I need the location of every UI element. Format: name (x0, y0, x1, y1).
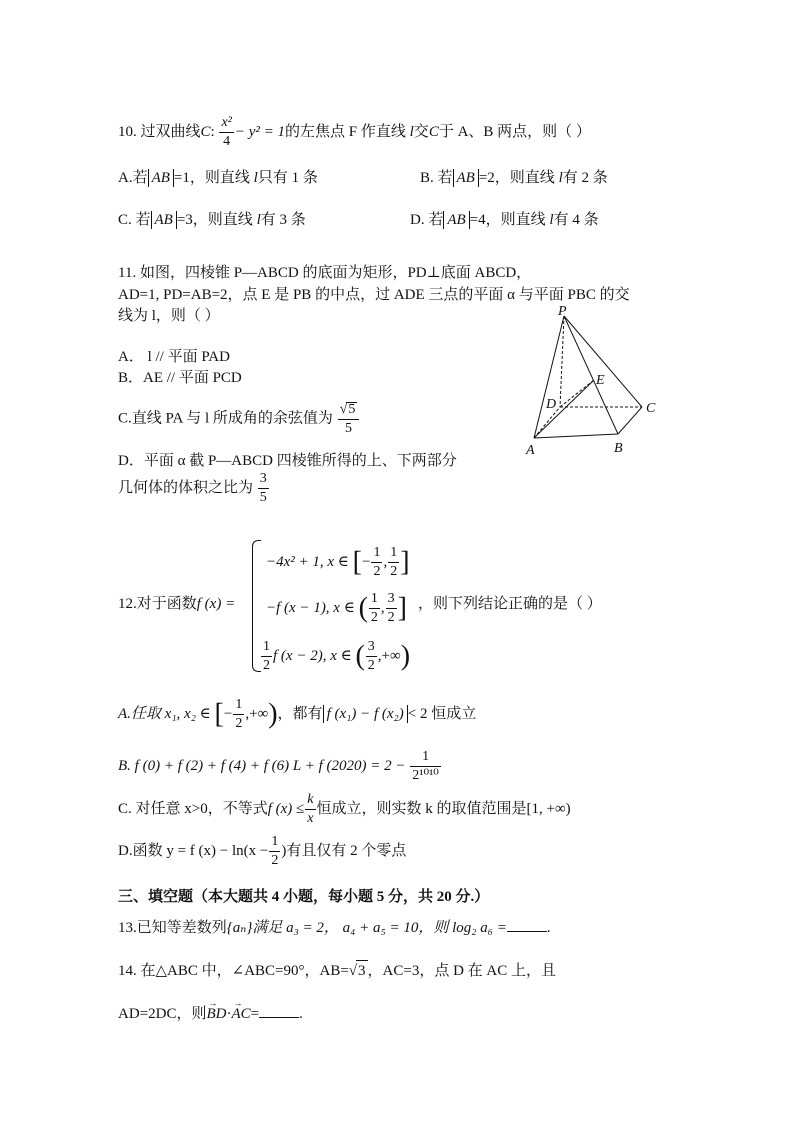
q13 (118, 917, 551, 938)
edge-bc (618, 407, 642, 434)
label-c: C (646, 401, 656, 416)
q12-p1-f2d: 2 (390, 564, 398, 579)
q12-a-fd: 2 (235, 716, 243, 731)
q12-piece1-expr: −4x² + 1, x ∈ (266, 553, 349, 570)
q12-c-x: x (307, 811, 314, 826)
edge-pa (534, 316, 564, 438)
label-a: A (526, 443, 535, 458)
q10-stem-c: 交 (413, 123, 429, 140)
q12-a-lbr: [ (214, 698, 224, 730)
q14-eq: = (250, 1006, 260, 1022)
edge-ab (534, 434, 618, 438)
q12-stem-post: ，则下列结论正确的是（ ） (418, 596, 602, 612)
q10-stem (118, 116, 591, 149)
q10-curve-c: C (200, 123, 211, 140)
q11-d-den: 5 (259, 490, 267, 505)
q12-a-abs: f (x₁) − f (x₂) (323, 705, 408, 723)
q12-piece-3: $\frac{1}{2}$ f (x − 2), x ∈ ( $\frac{3}{2}$ ,+∞) (263, 639, 411, 673)
q11-option-c (118, 402, 360, 436)
q10-b-post: =2，则直线 (478, 170, 555, 186)
q12-d-pre: D.函数 y = f (x) − ln(x − (118, 842, 269, 859)
q10-option-a (118, 168, 318, 188)
q14-dot: · (226, 1006, 232, 1022)
label-p: P (558, 304, 567, 319)
q10-a-pre: A.若 (118, 170, 148, 186)
q14-line1: 14. 在△ABC 中，∠ABC=90°，AB=√3 ，AC=3，点 D 在 AC 上，且 (118, 960, 556, 981)
q10-b-l: l (558, 170, 563, 186)
label-d: D (546, 397, 557, 412)
q13-pre: 13.已知等差数列 (118, 920, 227, 936)
q11-option-d-2 (118, 472, 270, 505)
edge-de (560, 380, 594, 407)
q12-p2-f1d: 2 (370, 610, 378, 625)
q10-c-pre: C. 若 (118, 212, 151, 228)
q10-frac-num: x² (219, 116, 233, 133)
q10-colon: : (210, 123, 215, 140)
q12-stem-text: 12.对于函数 (118, 596, 197, 612)
label-b: B (614, 441, 623, 456)
q12-a-fn: 1 (233, 698, 244, 715)
q12-p2-f2n: 3 (386, 592, 397, 609)
q10-d-pre: D. 若 (410, 212, 444, 228)
q12-p1-f2n: 1 (388, 546, 399, 563)
q10-option-c (118, 210, 306, 230)
q12-p3-cd: 2 (263, 658, 270, 673)
q13-answer-blank[interactable] (507, 917, 547, 932)
section-3-title: 三、填空题（本大题共 4 小题，每小题 5 分，共 20 分.） (118, 889, 490, 905)
q12-c-k: k (305, 793, 315, 810)
q13-end: . (546, 920, 551, 936)
q11-d-fraction (258, 472, 269, 505)
q12-p1-frac2 (388, 546, 399, 579)
q10-stem-d: 于 A、B 两点，则（ ） (438, 123, 591, 140)
edge-pc (564, 316, 642, 407)
q10-stem-text: 10. 过双曲线 (118, 123, 201, 140)
q12-p3-lbr: ( (355, 640, 365, 672)
q10-fraction (219, 116, 233, 149)
q14-vec-bd: → BD (206, 1004, 226, 1024)
q12-a-mid: ，都有 (277, 705, 323, 722)
q11-d-text: 几何体的体积之比为 (118, 479, 254, 496)
q10-a-post: =1，则直线 (173, 170, 250, 186)
q11-line3: 线为 l，则（ ） (118, 308, 220, 324)
q12-p1-frac1 (371, 546, 382, 579)
q12-d-fd: 2 (271, 853, 279, 868)
q14-line2-pre: AD=2DC，则 (118, 1006, 207, 1022)
q11-c-den: 5 (345, 421, 352, 436)
q12-c-post: 恒成立，则实数 k 的取值范围是[1, +∞) (316, 800, 571, 817)
q13-mid: 满足 a₃ = 2， a₄ + a₅ = 10，则 log₂ a₆ = (252, 920, 507, 936)
q12-p2-frac2 (386, 592, 397, 625)
q12-c-pre: C. 对任意 x>0，不等式 (118, 800, 268, 817)
q12-fx: f (x) = (196, 596, 236, 612)
q12-d-frac (269, 835, 280, 868)
label-e: E (596, 373, 605, 388)
q10-b-pre: B. 若 (420, 170, 453, 186)
q10-c-post: =3，则直线 (176, 212, 253, 228)
q12-piece-1: −4x² + 1, x ∈ [− $\frac{1}{2}$ , $\frac{1}{2}$ ] (266, 545, 410, 579)
q10-c-end: 有 3 条 (260, 212, 306, 228)
edge-ae (534, 380, 594, 438)
q12-option-c (118, 793, 571, 826)
q12-p1-lbr: [ (352, 546, 362, 578)
q10-d-post: =4，则直线 (469, 212, 546, 228)
q10-d-l: l (549, 212, 554, 228)
q14-sqrt3: 3 (356, 960, 368, 981)
q10-stem-b: 的左焦点 F 作直线 (285, 123, 406, 140)
q10-a-end: 只有 1 条 (257, 170, 318, 186)
q11-line2: AD=1, PD=AB=2，点 E 是 PB 的中点，过 ADE 三点的平面 α 与平面 PBC 的交 (118, 287, 630, 303)
q12-b-frac (410, 750, 441, 783)
q11-c-sqrt: 5 (348, 402, 356, 417)
q10-a-l: l (253, 170, 258, 186)
q10-c-l: l (256, 212, 261, 228)
q12-piece2-expr: −f (x − 1), x ∈ (266, 599, 355, 616)
q11-c-num: √5 (338, 402, 360, 420)
q12-a-frac (233, 698, 244, 731)
q12-a-pre: A.任取 x₁, x₂ ∈ (118, 705, 211, 722)
q14-end: . (299, 1006, 303, 1022)
q12-d-post: )有且仅有 2 个零点 (281, 842, 407, 859)
q10-b-abs: AB (453, 169, 479, 187)
q10-c-abs: AB (151, 211, 177, 229)
edge-pb (564, 316, 618, 434)
q12-a-post: < 2 恒成立 (407, 705, 477, 722)
q12-p3-rbr: ) (400, 640, 411, 672)
q12-b-num: 1 (410, 750, 441, 767)
q10-line-l: l (409, 123, 414, 140)
q14-answer-blank[interactable] (259, 1003, 299, 1018)
q12-a-rbr: ) (268, 698, 278, 730)
q12-p2-f2d: 2 (387, 610, 395, 625)
q11-c-text: C.直线 PA 与 l 所成角的余弦值为 (118, 410, 333, 427)
q10-eq: − y² = 1 (234, 123, 286, 140)
pyramid-figure (520, 304, 670, 460)
q12-piece-2: −f (x − 1), x ∈ ( $\frac{1}{2}$ , $\frac{3}{2}$ ] (266, 591, 407, 625)
q12-p2-frac1 (369, 592, 380, 625)
q14-line2 (118, 1003, 303, 1024)
q11-c-fraction (338, 402, 360, 436)
q12-option-d (118, 835, 406, 868)
q12-stem-pre (118, 594, 235, 614)
q12-a-inf: +∞ (249, 705, 269, 722)
q12-c-fx: f (x) ≤ (267, 800, 305, 817)
q13-seq: {aₙ} (226, 920, 253, 936)
q10-d-abs: AB (443, 211, 469, 229)
q12-option-a: A.任取 x₁, x₂ ∈ [− $\frac{1}{2}$ ,+∞)，都有 f (x₁) − f (x₂) < 2 恒成立 (118, 697, 477, 731)
q12-option-b (118, 750, 442, 783)
q11-option-d-1: D．平面 α 截 P—ABCD 四棱锥所得的上、下两部分 (118, 453, 457, 469)
q11-d-num: 3 (258, 472, 269, 489)
q12-p2-f1n: 1 (369, 592, 380, 609)
q12-p3-f1n: 3 (366, 640, 377, 657)
q10-d-end: 有 4 条 (553, 212, 599, 228)
q14-post: ，AC=3，点 D 在 AC 上，且 (367, 963, 556, 979)
q14-vec-ac: → AC (231, 1004, 250, 1024)
q11-option-b: B．AE // 平面 PCD (118, 370, 242, 386)
q12-p3-cn: 1 (261, 640, 272, 657)
q10-option-d (410, 210, 599, 230)
q14-pre: 14. 在△ABC 中，∠ABC=90°，AB= (118, 963, 349, 979)
q10-curve-c2: C (428, 123, 439, 140)
q12-p3-f1d: 2 (367, 658, 375, 673)
q12-p2-rbr: ] (397, 592, 407, 624)
q10-frac-den: 4 (223, 134, 231, 149)
q12-p3-frac1 (366, 640, 377, 673)
q12-c-frac (305, 793, 315, 826)
q12-b-text: B. f (0) + f (2) + f (4) + f (6) L + f (2020) = 2 − (118, 757, 406, 774)
q12-p2-lbr: ( (358, 592, 368, 624)
q12-piece3-expr: f (x − 2), x ∈ (273, 647, 352, 664)
q10-b-end: 有 2 条 (562, 170, 608, 186)
q10-option-b (420, 168, 608, 188)
q11-line1: 11. 如图，四棱锥 P—ABCD 的底面为矩形，PD⊥底面 ABCD， (118, 265, 532, 281)
q12-d-fn: 1 (269, 835, 280, 852)
q12-p3-coef (261, 640, 272, 673)
q12-p1-f1n: 1 (371, 546, 382, 563)
q12-p3-inf: +∞ (381, 647, 401, 664)
q12-p1-rbr: ] (400, 546, 410, 578)
q11-option-a: A． l // 平面 PAD (118, 349, 230, 365)
q12-p1-f1d: 2 (373, 564, 381, 579)
q10-a-abs: AB (148, 169, 174, 187)
q12-b-den: 2¹⁰¹⁰ (412, 768, 439, 783)
